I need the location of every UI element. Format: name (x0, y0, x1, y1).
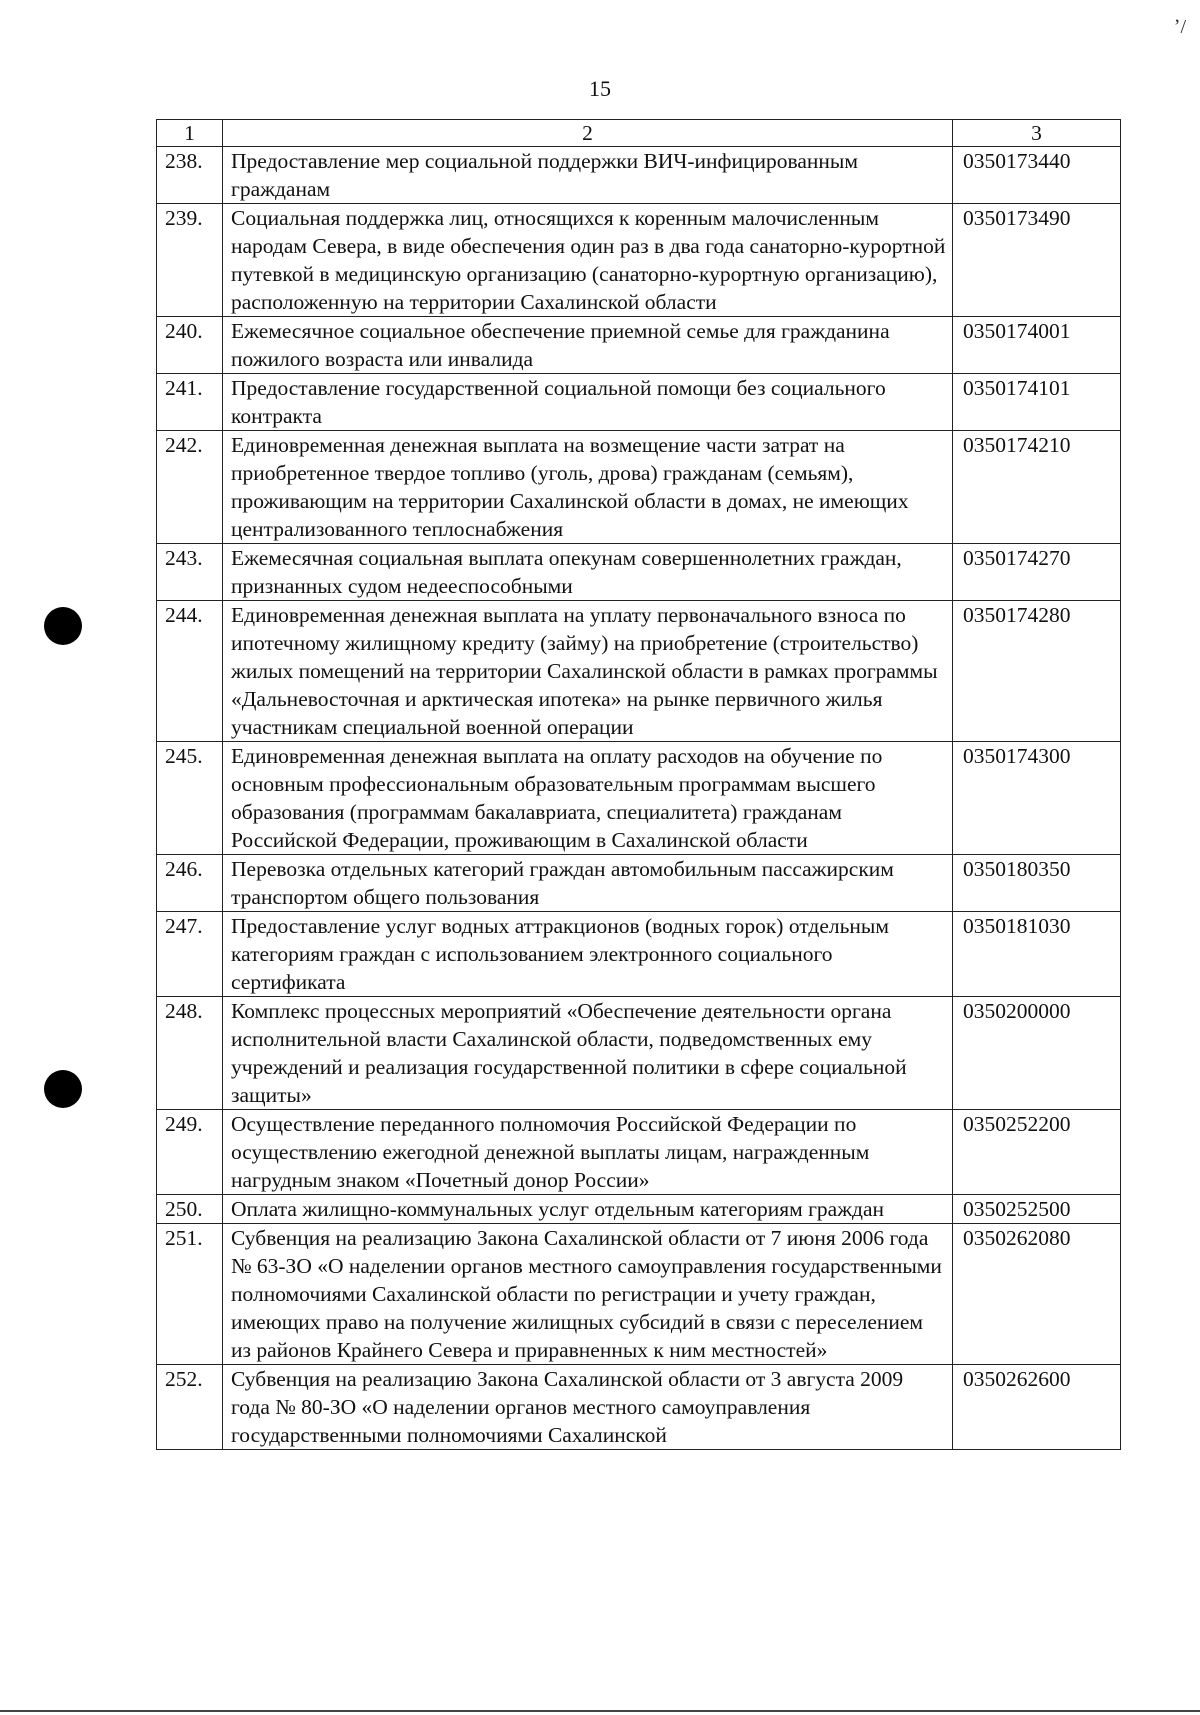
row-code-cell: 0350173490 (953, 204, 1121, 317)
row-number-cell: 244. (157, 601, 223, 742)
row-number-cell: 242. (157, 431, 223, 544)
row-code-cell: 0350252500 (953, 1195, 1121, 1224)
registry-table (156, 119, 1121, 1450)
table-row (157, 1365, 1121, 1450)
row-number-cell: 245. (157, 742, 223, 855)
table-row (157, 997, 1121, 1110)
row-description-cell: Субвенция на реализацию Закона Сахалинской области от 3 августа 2009 года № 80-ЗО «О наделении органов местного самоуправления государственными полномочиями Сахалинской (223, 1365, 953, 1450)
table-row (157, 855, 1121, 912)
row-code-cell: 0350174001 (953, 317, 1121, 374)
column-header-name: 2 (223, 120, 953, 147)
row-description-cell: Предоставление мер социальной поддержки ВИЧ-инфицированным гражданам (223, 147, 953, 204)
row-number-cell: 250. (157, 1195, 223, 1224)
row-description-cell: Предоставление государственной социальной помощи без социального контракта (223, 374, 953, 431)
table-row (157, 431, 1121, 544)
table-row (157, 147, 1121, 204)
row-code-cell: 0350180350 (953, 855, 1121, 912)
punch-hole-top (44, 607, 82, 645)
table-row (157, 742, 1121, 855)
table-row (157, 912, 1121, 997)
table-row (157, 1224, 1121, 1365)
corner-mark: ʼ/ (1173, 16, 1186, 38)
column-header-number: 1 (157, 120, 223, 147)
page-bottom-edge (0, 1710, 1200, 1712)
row-code-cell: 0350252200 (953, 1110, 1121, 1195)
row-code-cell: 0350174270 (953, 544, 1121, 601)
row-description-cell: Субвенция на реализацию Закона Сахалинской области от 7 июня 2006 года № 63-ЗО «О наделении органов местного самоуправления государственными полномочиями Сахалинской области по регистрации и учету граждан, имеющих право на получение жилищных субсидий в связи с переселением из районов Крайнего Севера и приравненных к ним местностей» (223, 1224, 953, 1365)
row-code-cell: 0350174210 (953, 431, 1121, 544)
row-number-cell: 248. (157, 997, 223, 1110)
table-row (157, 204, 1121, 317)
row-description-cell: Единовременная денежная выплата на оплату расходов на обучение по основным профессиональным образовательным программам высшего образования (программам бакалавриата, специалитета) гражданам Российской Федерации, проживающим в Сахалинской области (223, 742, 953, 855)
row-description-cell: Предоставление услуг водных аттракционов (водных горок) отдельным категориям граждан с использованием электронного социального сертификата (223, 912, 953, 997)
row-description-cell: Единовременная денежная выплата на возмещение части затрат на приобретенное твердое топливо (уголь, дрова) гражданам (семьям), проживающим на территории Сахалинской области в домах, не имеющих централизованного теплоснабжения (223, 431, 953, 544)
row-number-cell: 243. (157, 544, 223, 601)
table-row (157, 374, 1121, 431)
punch-hole-bottom (44, 1070, 82, 1108)
row-number-cell: 251. (157, 1224, 223, 1365)
table-row (157, 317, 1121, 374)
row-description-cell: Единовременная денежная выплата на уплату первоначального взноса по ипотечному жилищному кредиту (займу) на приобретение (строительство) жилых помещений на территории Сахалинской области в рамках программы «Дальневосточная и арктическая ипотека» на рынке первичного жилья участникам специальной военной операции (223, 601, 953, 742)
row-number-cell: 241. (157, 374, 223, 431)
row-description-cell: Социальная поддержка лиц, относящихся к коренным малочисленным народам Севера, в виде обеспечения один раз в два года санаторно-курортной путевкой в медицинскую организацию (санаторно-курортную организацию), расположенную на территории Сахалинской области (223, 204, 953, 317)
page-number: 15 (589, 76, 611, 101)
row-description-cell: Оплата жилищно-коммунальных услуг отдельным категориям граждан (223, 1195, 953, 1224)
row-code-cell: 0350174101 (953, 374, 1121, 431)
row-code-cell: 0350174300 (953, 742, 1121, 855)
row-description-cell: Ежемесячное социальное обеспечение приемной семье для гражданина пожилого возраста или инвалида (223, 317, 953, 374)
table-row (157, 1195, 1121, 1224)
column-header-code: 3 (953, 120, 1121, 147)
row-number-cell: 249. (157, 1110, 223, 1195)
row-code-cell: 0350262080 (953, 1224, 1121, 1365)
table-row (157, 1110, 1121, 1195)
table-header-row (157, 120, 1121, 147)
row-number-cell: 239. (157, 204, 223, 317)
row-code-cell: 0350181030 (953, 912, 1121, 997)
row-description-cell: Перевозка отдельных категорий граждан автомобильным пассажирским транспортом общего пользования (223, 855, 953, 912)
row-description-cell: Осуществление переданного полномочия Российской Федерации по осуществлению ежегодной денежной выплаты лицам, награжденным нагрудным знаком «Почетный донор России» (223, 1110, 953, 1195)
row-number-cell: 246. (157, 855, 223, 912)
row-number-cell: 238. (157, 147, 223, 204)
row-code-cell: 0350262600 (953, 1365, 1121, 1450)
table-row (157, 544, 1121, 601)
row-number-cell: 240. (157, 317, 223, 374)
row-description-cell: Ежемесячная социальная выплата опекунам совершеннолетних граждан, признанных судом недееспособными (223, 544, 953, 601)
row-number-cell: 247. (157, 912, 223, 997)
table-row (157, 601, 1121, 742)
row-code-cell: 0350174280 (953, 601, 1121, 742)
row-description-cell: Комплекс процессных мероприятий «Обеспечение деятельности органа исполнительной власти Сахалинской области, подведомственных ему учреждений и реализация государственной политики в сфере социальной защиты» (223, 997, 953, 1110)
row-code-cell: 0350173440 (953, 147, 1121, 204)
row-number-cell: 252. (157, 1365, 223, 1450)
row-code-cell: 0350200000 (953, 997, 1121, 1110)
